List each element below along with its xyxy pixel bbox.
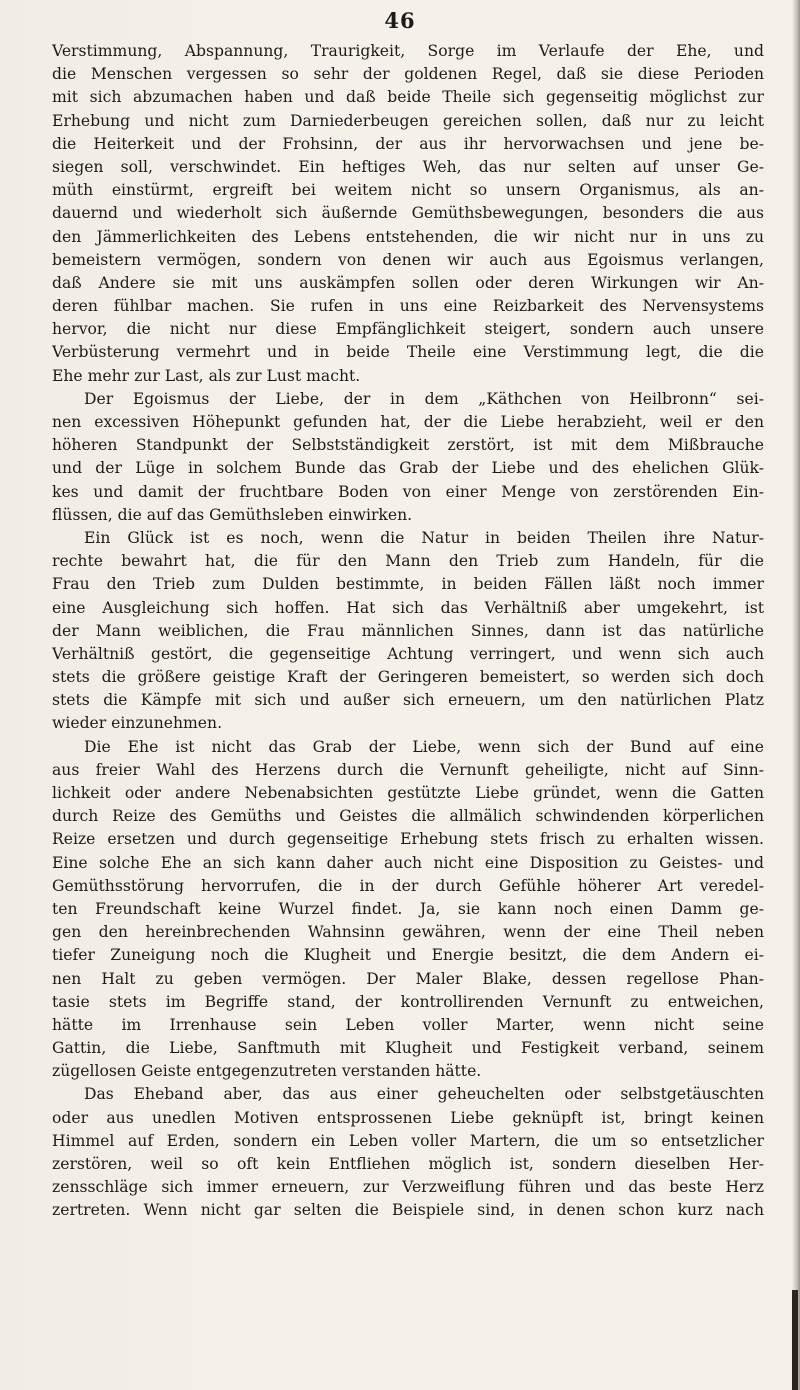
- text-line: den Jämmerlichkeiten des Lebens entstehenden, die wir nicht nur in uns zu: [52, 227, 764, 246]
- text-line: Ein Glück ist es noch, wenn die Natur in beiden Theilen ihre Natur-: [84, 528, 764, 547]
- text-line: gen den hereinbrechenden Wahnsinn gewähren, wenn der eine Theil neben: [52, 923, 764, 942]
- text-line: ten Freundschaft keine Wurzel findet. Ja, sie kann noch einen Damm ge-: [52, 899, 764, 918]
- text-line: Verbüsterung vermehrt und in beide Theile eine Verstimmung legt, die die: [52, 343, 764, 362]
- text-line: Die Ehe ist nicht das Grab der Liebe, wenn sich der Bund auf eine: [84, 737, 764, 756]
- page-edge-shadow: [792, 0, 800, 1390]
- text-line: zerstören, weil so oft kein Entfliehen möglich ist, sondern dieselben Her-: [52, 1155, 764, 1173]
- text-line: Ehe mehr zur Last, als zur Lust macht.: [52, 366, 361, 385]
- page-number: 46: [384, 8, 416, 33]
- page-edge-bar: [792, 1290, 798, 1390]
- text-line: aus freier Wahl des Herzens durch die Vernunft geheiligte, nicht auf Sinn-: [52, 760, 764, 779]
- text-line: die Heiterkeit und der Frohsinn, der aus ihr hervorwachsen und jene be-: [52, 134, 764, 153]
- text-line: kes und damit der fruchtbare Boden von einer Menge von zerstörenden Ein-: [52, 482, 764, 501]
- text-line: Frau den Trieb zum Dulden bestimmte, in beiden Fällen läßt noch immer: [52, 575, 764, 594]
- text-line: lichkeit oder andere Nebenabsichten gestützte Liebe gründet, wenn die Gatten: [52, 784, 764, 802]
- text-line: daß Andere sie mit uns auskämpfen sollen oder deren Wirkungen wir An-: [52, 273, 764, 292]
- text-line: Gattin, die Liebe, Sanftmuth mit Klugheit und Festigkeit verband, seinem: [52, 1039, 764, 1058]
- text-line: stets die Kämpfe mit sich und außer sich erneuern, um den natürlichen Platz: [52, 691, 764, 710]
- text-line: oder aus unedlen Motiven entsprossenen Liebe geknüpft ist, bringt keinen: [52, 1108, 764, 1127]
- text-line: eine Ausgleichung sich hoffen. Hat sich das Verhältniß aber umgekehrt, ist: [52, 598, 764, 617]
- text-line: Himmel auf Erden, sondern ein Leben voller Martern, die um so entsetzlicher: [52, 1131, 764, 1150]
- text-line: rechte bewahrt hat, die für den Mann den Trieb zum Handeln, für die: [52, 552, 764, 571]
- text-line: durch Reize des Gemüths und Geistes die allmälich schwindenden körperlichen: [52, 807, 764, 826]
- text-line: Gemüthsstörung hervorrufen, die in der durch Gefühle höherer Art veredel-: [52, 876, 764, 895]
- text-line: zensschläge sich immer erneuern, zur Verzweiflung führen und das beste Herz: [52, 1178, 764, 1197]
- text-line: deren fühlbar machen. Sie rufen in uns eine Reizbarkeit des Nervensystems: [52, 297, 764, 316]
- text-line: zügellosen Geiste entgegenzutreten verstanden hätte.: [52, 1062, 482, 1081]
- text-line: zertreten. Wenn nicht gar selten die Beispiele sind, in denen schon kurz nach: [52, 1201, 764, 1220]
- text-line: Eine solche Ehe an sich kann daher auch nicht eine Disposition zu Geistes- und: [52, 853, 764, 872]
- text-line: hervor, die nicht nur diese Empfänglichkeit steigert, sondern auch unsere: [52, 320, 764, 339]
- text-line: stets die größere geistige Kraft der Geringeren bemeistert, so werden sich doch: [52, 668, 764, 687]
- text-line: nen excessiven Höhepunkt gefunden hat, der die Liebe herabzieht, weil er den: [52, 413, 764, 431]
- text-line: müth einstürmt, ergreift bei weitem nicht so unsern Organismus, als an-: [52, 181, 764, 200]
- text-line: Verhältniß gestört, die gegenseitige Achtung verringert, und wenn sich auch: [52, 644, 764, 663]
- text-line: mit sich abzumachen haben und daß beide Theile sich gegenseitig möglichst zur: [52, 88, 764, 107]
- text-line: siegen soll, verschwindet. Ein heftiges Weh, das nur selten auf unser Ge-: [52, 157, 764, 176]
- text-line: Erhebung und nicht zum Darniederbeugen gereichen sollen, daß nur zu leicht: [52, 111, 764, 130]
- text-line: die Menschen vergessen so sehr der goldenen Regel, daß sie diese Perioden: [52, 65, 764, 84]
- body-text: [52, 40, 764, 1223]
- text-line: tiefer Zuneigung noch die Klugheit und Energie besitzt, die dem Andern ei-: [52, 946, 764, 965]
- text-line: Verstimmung, Abspannung, Traurigkeit, Sorge im Verlaufe der Ehe, und: [52, 42, 764, 60]
- text-line: Der Egoismus der Liebe, der in dem „Käthchen von Heilbronn“ sei-: [84, 389, 764, 408]
- text-line: flüssen, die auf das Gemüthsleben einwirken.: [52, 505, 413, 524]
- text-line: bemeistern vermögen, sondern von denen wir auch aus Egoismus verlangen,: [52, 250, 764, 269]
- text-line: tasie stets im Begriffe stand, der kontrollirenden Vernunft zu entweichen,: [52, 992, 764, 1011]
- text-line: Das Eheband aber, das aus einer geheuchelten oder selbstgetäuschten: [84, 1085, 764, 1104]
- text-line: höheren Standpunkt der Selbstständigkeit zerstört, ist mit dem Mißbrauche: [52, 436, 764, 455]
- text-line: dauernd und wiederholt sich äußernde Gemüthsbewegungen, besonders die aus: [52, 204, 764, 223]
- text-line: hätte im Irrenhause sein Leben voller Marter, wenn nicht seine: [52, 1015, 764, 1034]
- text-line: wieder einzunehmen.: [52, 714, 223, 733]
- text-line: der Mann weiblichen, die Frau männlichen Sinnes, dann ist das natürliche: [52, 621, 764, 640]
- text-line: nen Halt zu geben vermögen. Der Maler Blake, dessen regellose Phan-: [52, 969, 764, 988]
- text-line: Reize ersetzen und durch gegenseitige Erhebung stets frisch zu erhalten wissen.: [52, 830, 764, 849]
- text-line: und der Lüge in solchem Bunde das Grab der Liebe und des ehelichen Glük-: [52, 459, 764, 478]
